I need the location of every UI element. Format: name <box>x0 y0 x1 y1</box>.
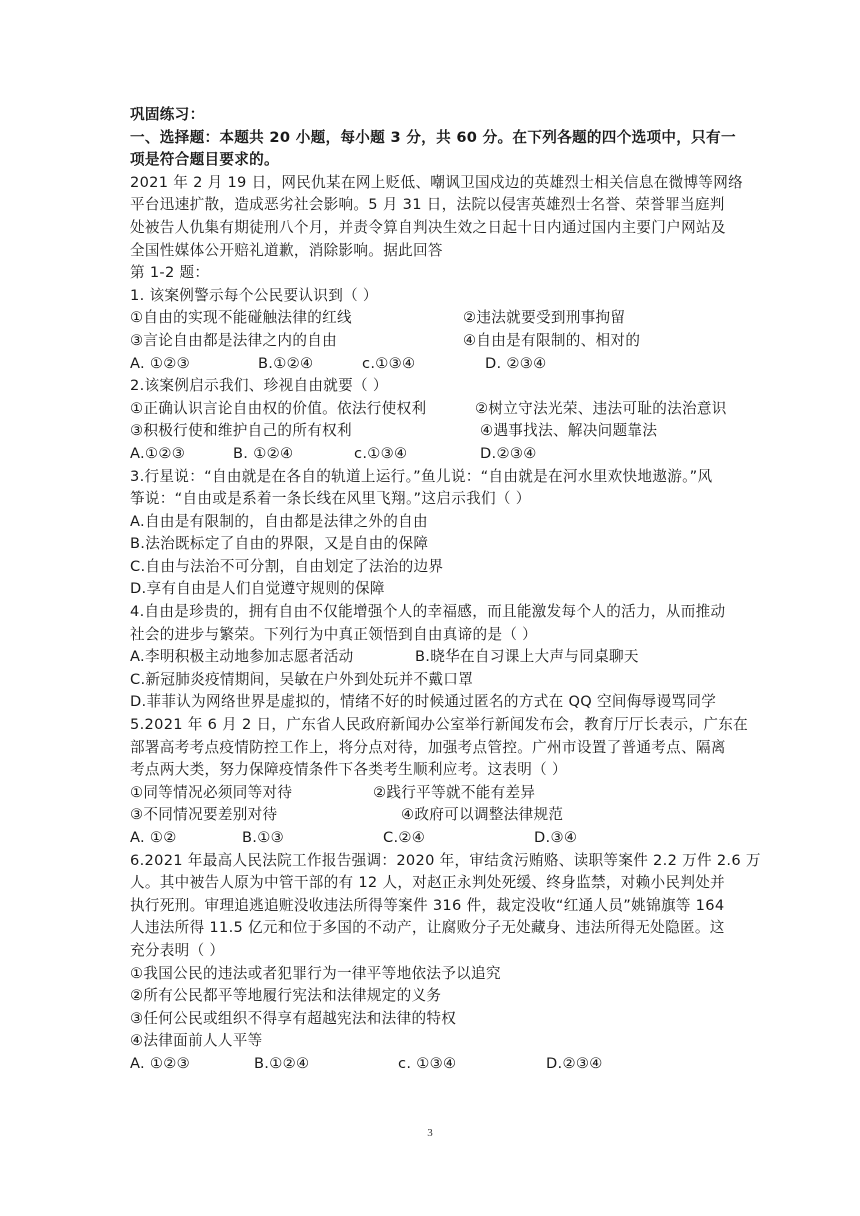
question-6-options-row <box>130 1053 735 1076</box>
question-1-items-row <box>130 307 735 330</box>
question-5-option-d: D.③④ <box>534 829 578 846</box>
question-4-option-a: A.李明积极主动地参加志愿者活动 <box>130 648 354 666</box>
question-1-item: ④自由是有限制的、相对的 <box>463 331 641 349</box>
question-5-item: ④政府可以调整法律规范 <box>401 806 564 824</box>
question-6-stem: 人。其中被告人原为中管干部的有 12 人，对赵正永判处死缓、终身监禁，对赖小民判处并 <box>130 874 726 892</box>
question-1-option-a: A. ①②③ <box>130 354 191 372</box>
question-2-stem: 2.该案例启示我们、珍视自由就要（ ） <box>130 377 388 395</box>
question-5-options-row <box>130 827 735 850</box>
question-3-stem: 3.行星说：“自由就是在各自的轨道上运行。”鱼儿说：“自由就是在河水里欢快地遨游。”风 <box>130 467 713 485</box>
question-1-stem: 1. 该案例警示每个公民要认识到（ ） <box>130 286 378 304</box>
question-5-stem: 部署高考考点疫情防控工作上，将分点对待，加强考点管控。广州市设置了普通考点、隔离 <box>130 738 726 756</box>
question-5-option-b: B.①③ <box>242 829 285 846</box>
question-2-item: ③积极行使和维护自己的所有权利 <box>130 422 352 440</box>
passage-line: 全国性媒体公开赔礼道歉，消除影响。据此回答 <box>130 241 443 259</box>
question-6-option-a: A. ①②③ <box>130 1054 191 1072</box>
question-5-item: ①同等情况必须同等对待 <box>130 783 293 801</box>
exercise-heading: 巩固练习： <box>130 106 205 123</box>
page-content <box>130 104 761 1076</box>
passage-line: 处被告人仇集有期徒刑八个月，并责令算自判决生效之日起十日内通过国内主要门户网站及 <box>130 218 726 236</box>
question-2-option-c: c.①③④ <box>354 444 408 462</box>
question-2-item: ④遇事找法、解决问题靠法 <box>480 422 658 440</box>
passage-line: 平台迅速扩散，造成恶劣社会影响。5 月 31 日，法院以侵害英雄烈士名誉、荣誉罪当庭判 <box>130 196 725 214</box>
question-1-items-row <box>130 330 735 353</box>
question-4-options-row <box>130 646 735 669</box>
passage-line: 2021 年 2 月 19 日，网民仇某在网上贬低、嘲讽卫国戍边的英雄烈士相关信息在微博等网络 <box>130 173 744 191</box>
question-3-stem: 筝说：“自由或是系着一条长线在风里飞翔。”这启示我们（ ） <box>130 490 531 508</box>
question-6-item: ②所有公民都平等地履行宪法和法律规定的义务 <box>130 987 442 1005</box>
question-4-option-b: B.晓华在自习课上大声与同桌聊天 <box>415 648 639 666</box>
question-3-option-b: B.法治既标定了自由的界限，又是自由的保障 <box>130 535 429 553</box>
question-1-option-c: c.①③④ <box>362 354 416 372</box>
question-3-option-c: C.自由与法治不可分割，自由划定了法治的边界 <box>130 557 444 575</box>
question-6-stem: 执行死刑。审理追逃追赃没收违法所得等案件 316 件，裁定没收“红通人员”姚锦旗等 164 <box>130 896 725 914</box>
question-2-items-row <box>130 420 735 443</box>
question-6-stem: 充分表明（ ） <box>130 941 225 959</box>
question-2-item: ①正确认识言论自由权的价值。依法行使权利 <box>130 399 427 417</box>
question-6-option-d: D.②③④ <box>546 1054 603 1072</box>
question-4-stem: 社会的进步与繁荣。下列行为中真正领悟到自由真谛的是（ ） <box>130 625 538 643</box>
question-4-stem: 4.自由是珍贵的，拥有自由不仅能增强个人的幸福感，而且能激发每个人的活力，从而推动 <box>130 603 726 621</box>
page-number: 3 <box>427 1127 433 1139</box>
question-6-stem: 6.2021 年最高人民法院工作报告强调：2020 年，审结贪污贿赂、读职等案件 2.2 万件 2.6 万 <box>130 851 761 869</box>
question-6-item: ④法律面前人人平等 <box>130 1032 263 1050</box>
question-group-label: 第 1-2 题： <box>130 264 210 282</box>
section-instruction-line-1: 一、选择题：本题共 20 小题，每小题 3 分，共 60 分。在下列各题的四个选项中，只有一 <box>130 128 736 146</box>
question-4-option-d: D.菲菲认为网络世界是虚拟的，情绪不好的时候通过匿名的方式在 QQ 空间侮辱谩骂同学 <box>130 693 717 711</box>
section-instruction-line-2: 项是符合题目要求的。 <box>130 151 279 169</box>
question-4-option-c: C.新冠肺炎疫情期间，吴敏在户外到处玩并不戴口罩 <box>130 670 474 688</box>
question-3-option-d: D.享有自由是人们自觉遵守规则的保障 <box>130 580 385 598</box>
question-2-options-row <box>130 443 735 466</box>
question-5-item: ③不同情况要差别对待 <box>130 806 278 824</box>
question-2-option-a: A.①②③ <box>130 444 186 462</box>
question-5-stem: 考点两大类，努力保障疫情条件下各类考生顺利应考。这表明（ ） <box>130 761 567 779</box>
question-2-items-row <box>130 398 735 421</box>
question-2-option-b: B. ①②④ <box>233 444 294 462</box>
question-5-stem: 5.2021 年 6 月 2 日，广东省人民政府新闻办公室举行新闻发布会，教育厅厅长表示，广东在 <box>130 716 749 734</box>
question-5-option-c: C.②④ <box>383 829 426 846</box>
question-6-stem: 人违法所得 11.5 亿元和位于多国的不动产，让腐败分子无处藏身、违法所得无处隐匿。这 <box>130 919 725 937</box>
question-6-item: ③任何公民或组织不得享有超越宪法和法律的特权 <box>130 1009 457 1027</box>
question-5-item: ②践行平等就不能有差异 <box>373 783 536 801</box>
question-6-option-b: B.①②④ <box>254 1054 310 1072</box>
question-5-items-row <box>130 782 735 805</box>
question-5-option-a: A. ①② <box>130 829 177 846</box>
question-6-option-c: c. ①③④ <box>398 1054 457 1072</box>
question-2-option-d: D.②③④ <box>480 444 537 462</box>
question-1-option-b: B.①②④ <box>258 354 314 372</box>
question-2-item: ②树立守法光荣、违法可耻的法治意识 <box>475 399 727 417</box>
question-1-option-d: D. ②③④ <box>485 354 547 372</box>
question-1-item: ②违法就要受到刑事拘留 <box>463 309 626 327</box>
question-3-option-a: A.自由是有限制的，自由都是法律之外的自由 <box>130 512 428 530</box>
question-6-item: ①我国公民的违法或者犯罪行为一律平等地依法予以追究 <box>130 964 501 982</box>
question-5-items-row <box>130 804 735 827</box>
question-1-item: ①自由的实现不能碰触法律的红线 <box>130 309 352 327</box>
question-1-item: ③言论自由都是法律之内的自由 <box>130 331 338 349</box>
question-1-options-row <box>130 353 735 376</box>
